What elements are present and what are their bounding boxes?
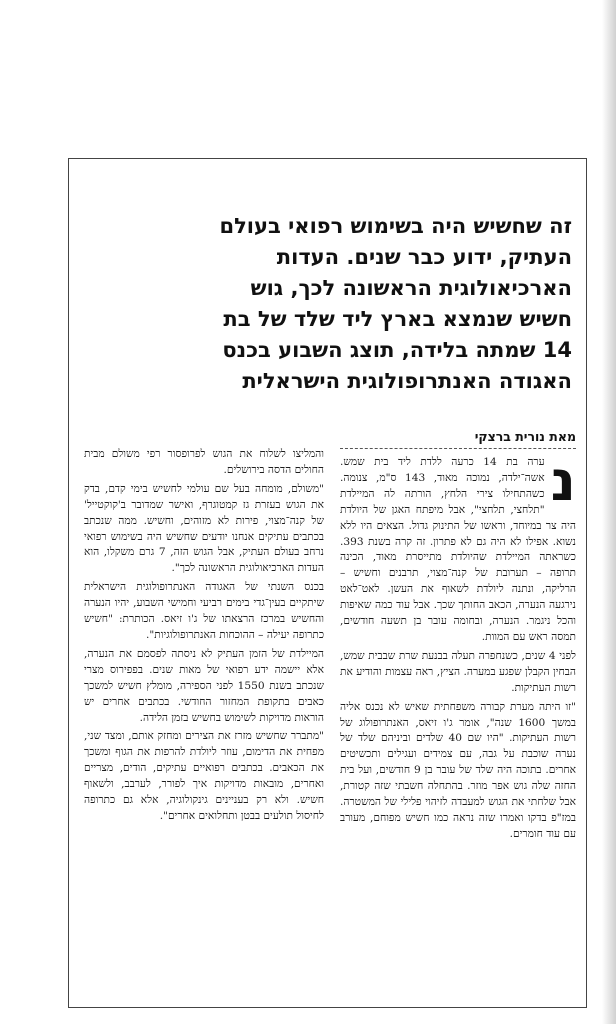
- paragraph: לפני 4 שנים, כשנחפרה תעלה בבנעת שרת שבבית שמש, הבחין הקבלן שפגע במערה. הציץ, ראה עצמות והודיע את רשות העתיקות.: [340, 649, 576, 694]
- article-column-right: [340, 449, 576, 846]
- article-headline: זה שחשיש היה בשימוש רפואי בעולם העתיק, ידוע כבר שנים. העדות הארכיאולוגית הראשונה לכך, גוש חשיש שנמצא בארץ ליד שלד של בת 14 שמתה בלידה, תוצג השבוע בכנס האגודה האנתרופולוגית הישראלית: [219, 214, 572, 393]
- paragraph: "מתברר שחשיש מזרז את הצירים ומחזק אותם, ומצד שני, מפחית את הדימום, עוזר ליולדת להרפות את הגוף ומשכך את הכאבים. בכתבים רפואיים עתיקים, הודים, מצריים ואחרים, מובאות מדויקות איך לפורר, לערבב, ולשאוף חשיש. ולא רק בעניינים גינקולוגיה, אלא גם כתרופה לחיסול תולעים בבטן ותחלואים אחרים".: [84, 730, 324, 822]
- byline-text: מאת נורית ברצקי: [474, 429, 576, 444]
- paragraph: "משולם, מומחה בעל שם עולמי לחשיש בימי קדם, בדק את הגוש בעזרת גז קמטוגרף, ואישר שמדובר ב'קוקטייל' של קנה־מצוי, פירות לא מזוהים, וחשיש. ממה שנכתב בכתבים עתיקים אנחנו יודעים שחשיש היה בשימוש רפואי נרחב בעולם העתיק, אבל הגוש הזה, 7 גרם משקלו, הוא העדות הארכיאולוגית הראשונה לכך".: [84, 482, 324, 575]
- newspaper-clipping: [68, 158, 587, 1008]
- byline: [340, 429, 576, 449]
- paragraph: ערה בת 14 כרעה ללדת ליד בית שמש. אשה־ילדה, נמוכה מאוד, 143 ס"מ, צנומה. כשהתחילו צירי הלחץ, הורתה לה המיילדת "תלחצי, תלחצי", אבל מיפתח האגן של היולדת היה צר במיוחד, וראשו של התינוק גדול. הצאים היו ללא נשוא. אפילו לא היה גם לא פתרון. זה קרה בשנת 393. כשראתה המיילדת שהיולדת מתייסרת מאוד, הכינה תרופה – תערובת של קנה־מצוי, תרבנים וחשיש – הרליקה, ונתנה ליולדת לשאוף את העשן. לאט־לאט נירגעה הנערה, הכאב החותך שכך. אבל עוד כמה שאיפות והכל ניגמר. הנערה, ובחומה עובר בן תשעה חודשים, תמסה ראש עם המוות.: [340, 456, 576, 643]
- article-column-left: [84, 447, 324, 828]
- byline-rule: [340, 448, 576, 449]
- paragraph: "זו היתה מערת קבורה משפחתית שאיש לא נכנס אליה במשך 1600 שנה", אומר ג'ו זיאס, האנתרופולוג של רשות העתיקות. "היו שם 40 שלדים וביניהם שלד של נערה שוכבת על גבה, עם צמידים ועגילים ותכשיטים אחרים. בתוכה היה שלד של עובר בן 9 חודשים, ועל בית החזה שלה גוש אפר מוזר. בהתחלה חשבתי שזה קטורת, אבל שלחתי את הגוש למעבדה לזיהוי פלילי של המשטרה. במז"פ בדקו ואמרו שזה נראה כמו חשיש מפוחם, מעורב עם עוד חומרים.: [340, 700, 576, 840]
- paragraph: והמליצו לשלוח את הגוש לפרופסור רפי משולם מבית החולים הדסה בירושלים.: [84, 448, 324, 476]
- paragraph: המיילדת של הזמן העתיק לא ניסתה לפסמם את הנערה, אלא יישמה ידע רפואי של מאות שנים. בפפירוס מצרי שנכתב בשנת 1550 לפני הספירה, מומלץ חשיש למשכך כאבים בתקופת המחזור החודשי. בכתבים אחרים יש הוראות מדויקות לשימוש בחשיש בזמן הלידה.: [84, 647, 325, 724]
- scan-edge-shadow: [602, 0, 616, 1024]
- paragraph: בכנס השנתי של האגודה האנתרופולוגית הישראלית שיתקיים בעין־גדי בימים רביעי וחמישי השבוע, יהיו הנערה והחשיש במרכז הרצאתו של ג'ו זיאס. הכותרת: "חשיש כתרופה יעילה – ההוכחות האנתרופולוגיות".: [84, 581, 324, 641]
- drop-cap: נ: [550, 449, 576, 514]
